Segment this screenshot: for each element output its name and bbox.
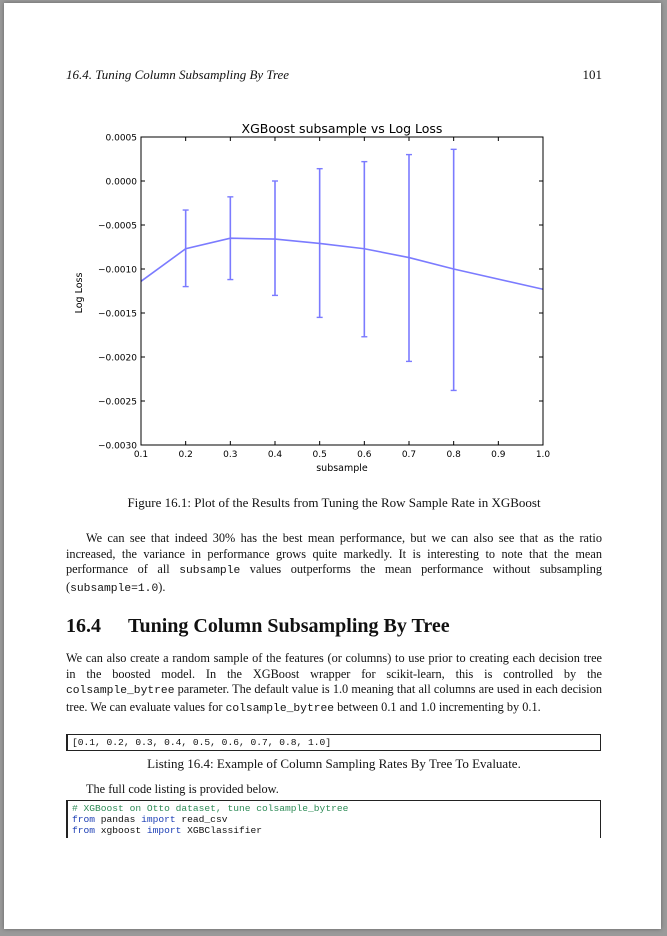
y-tick-label: −0.0005 xyxy=(97,221,137,232)
listing-code-box xyxy=(66,734,601,751)
paragraph-results-text-b: values outperforms the mean performance without subsampling ( xyxy=(66,562,602,594)
figure-16-1 xyxy=(64,115,554,480)
mean-log-loss-line xyxy=(141,238,543,289)
page-number: 101 xyxy=(582,67,602,82)
x-tick-label: 0.6 xyxy=(357,450,372,460)
section-heading xyxy=(66,615,450,638)
code-module-xgboost: xgboost xyxy=(95,825,147,836)
code-listing-box xyxy=(66,800,601,838)
inline-code-colsample-bytree-2: colsample_bytree xyxy=(225,702,335,715)
code-keyword-import: import xyxy=(141,814,176,825)
y-axis-label: Log Loss xyxy=(74,272,85,314)
plot-area xyxy=(141,149,543,390)
paragraph-results-text-c: ). xyxy=(158,579,166,594)
x-axis-ticks xyxy=(134,137,551,460)
code-module-pandas: pandas xyxy=(95,814,142,825)
x-tick-label: 0.3 xyxy=(223,450,238,460)
paragraph-colsample-text-c: between 0.1 and 1.0 incrementing by 0.1. xyxy=(334,699,541,714)
x-tick-label: 0.4 xyxy=(267,450,283,460)
page xyxy=(4,3,661,929)
code-name-xgbclassifier: XGBClassifier xyxy=(181,825,263,836)
x-tick-label: 1.0 xyxy=(535,450,551,460)
section-title: Tuning Column Subsampling By Tree xyxy=(128,615,450,637)
x-tick-label: 0.5 xyxy=(312,450,327,460)
y-tick-label: −0.0020 xyxy=(97,353,137,364)
running-header xyxy=(66,67,602,83)
code-keyword-from-2: from xyxy=(72,825,96,836)
paragraph-results xyxy=(66,531,602,597)
paragraph-colsample-text-a: We can also create a random sample of the features (or columns) to use prior to creating each decision tree in the boosted model. In the XGBoost wrapper for scikit-learn, this is controlled by the xyxy=(66,651,602,681)
axes-frame xyxy=(141,137,543,445)
listing-caption: Listing 16.4: Example of Column Sampling Rates By Tree To Evaluate. xyxy=(147,756,521,771)
listing-code: [0.1, 0.2, 0.3, 0.4, 0.5, 0.6, 0.7, 0.8, 1.0] xyxy=(72,737,332,748)
y-axis-ticks xyxy=(98,134,543,452)
paragraph-full-code xyxy=(66,782,602,798)
y-tick-label: 0.0000 xyxy=(105,177,137,188)
y-tick-label: −0.0015 xyxy=(97,309,137,320)
y-tick-label: −0.0025 xyxy=(97,397,137,408)
x-tick-label: 0.8 xyxy=(446,450,461,460)
y-tick-label: −0.0010 xyxy=(97,265,137,276)
inline-code-colsample-bytree: colsample_bytree xyxy=(66,685,175,697)
x-tick-label: 0.7 xyxy=(401,450,417,460)
section-number: 16.4 xyxy=(66,615,101,637)
chart-title: XGBoost subsample vs Log Loss xyxy=(241,121,443,136)
y-tick-label: 0.0005 xyxy=(105,133,137,144)
code-line-comment: # XGBoost on Otto dataset, tune colsample_bytree xyxy=(72,803,349,814)
paragraph-results-text-a: We can see that indeed 30% has the best mean performance, but we can also see that as the ratio increased, the variance in performance grows quite markedly. It is interesting to note that the mean performance of all xyxy=(66,531,602,576)
inline-code-subsample: subsample xyxy=(179,565,241,577)
figure-caption: Figure 16.1: Plot of the Results from Tuning the Row Sample Rate in XGBoost xyxy=(127,495,541,510)
code-name-read-csv: read_csv xyxy=(175,814,228,825)
paragraph-colsample-text-b: parameter. The default value is 1.0 meaning that all columns are used in each decision tree. We can evaluate values for xyxy=(66,682,602,714)
paragraph-colsample xyxy=(66,651,602,717)
paragraph-full-code-text: The full code listing is provided below. xyxy=(86,782,279,796)
x-tick-label: 0.9 xyxy=(491,450,506,460)
running-header-title: 16.4. Tuning Column Subsampling By Tree xyxy=(66,67,290,82)
x-tick-label: 0.2 xyxy=(178,450,193,460)
inline-code-subsample-1: subsample=1.0 xyxy=(70,582,159,595)
log-loss-chart xyxy=(64,115,554,475)
code-keyword-from: from xyxy=(72,814,96,825)
x-tick-label: 0.1 xyxy=(133,450,149,460)
y-tick-label: −0.0030 xyxy=(97,441,137,452)
x-axis-label: subsample xyxy=(316,463,368,474)
code-keyword-import-2: import xyxy=(146,825,182,836)
